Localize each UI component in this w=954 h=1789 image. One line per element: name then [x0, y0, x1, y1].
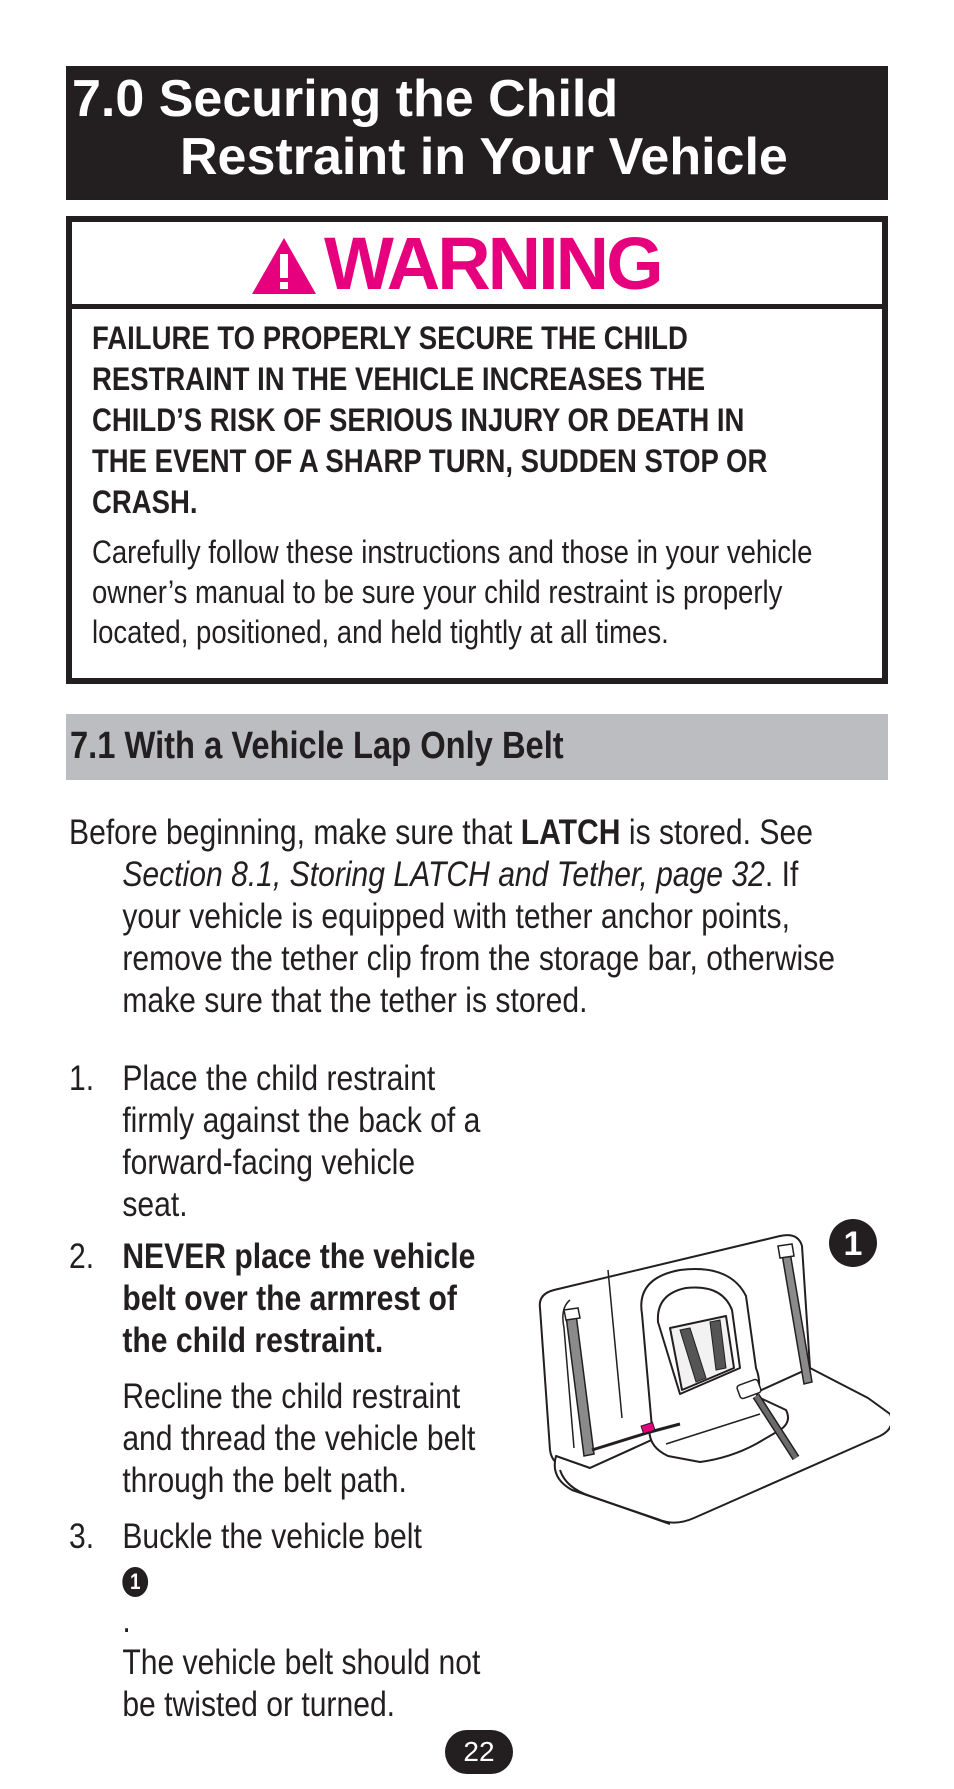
warning-label: WARNING — [324, 222, 661, 305]
callout-number: 1 — [843, 1225, 863, 1263]
step-line: and thread the vehicle belt — [122, 1419, 476, 1458]
step-text — [122, 1058, 480, 1226]
step-line: forward-facing vehicle — [122, 1143, 416, 1182]
step-line: firmly against the back of a — [122, 1101, 481, 1140]
section-heading-band — [66, 714, 888, 780]
step-line-text: . — [122, 1601, 131, 1640]
warning-bold-text — [92, 318, 849, 523]
intro-line: your vehicle is equipped with tether anchor points, — [122, 897, 790, 936]
step-line — [122, 1516, 480, 1642]
step-number: 3. — [69, 1517, 95, 1556]
step-line: The vehicle belt should not — [122, 1643, 481, 1682]
spacer — [122, 1362, 475, 1376]
step-line-text: Buckle the vehicle belt — [122, 1517, 422, 1556]
section-reference: Section 8.1, Storing LATCH and Tether, page 32 — [122, 855, 765, 894]
intro-line — [69, 812, 886, 854]
intro-text: Before beginning, make sure that — [69, 813, 521, 852]
step-text — [122, 1516, 480, 1726]
latch-term: LATCH — [520, 813, 621, 852]
warning-body-text — [92, 532, 849, 652]
warning-bold-line: CRASH. — [92, 484, 198, 520]
section-heading: 7.1 With a Vehicle Lap Only Belt — [70, 725, 564, 767]
step-line: through the belt path. — [122, 1461, 407, 1500]
step-number: 1. — [69, 1059, 95, 1098]
warning-bold-line: CHILD’S RISK OF SERIOUS INJURY OR DEATH IN — [92, 402, 745, 438]
intro-text: is stored. See — [620, 813, 813, 852]
intro-text: . If — [764, 855, 799, 894]
step-line: Place the child restraint — [122, 1059, 436, 1098]
chapter-title-bar — [66, 66, 888, 200]
warning-bold-line: RESTRAINT IN THE VEHICLE INCREASES THE — [92, 361, 706, 397]
intro-paragraph — [69, 812, 886, 1022]
warning-body-line: Carefully follow these instructions and those in your vehicle — [92, 534, 813, 570]
step-warning-line: the child restraint. — [122, 1321, 384, 1360]
warning-box — [66, 216, 888, 684]
chapter-title-line2: Restraint in Your Vehicle — [180, 128, 788, 186]
step-line: Recline the child restraint — [122, 1377, 461, 1416]
warning-bold-line: FAILURE TO PROPERLY SECURE THE CHILD — [92, 320, 688, 356]
chapter-title-line1: 7.0 Securing the Child — [72, 70, 619, 128]
warning-bold-line: THE EVENT OF A SHARP TURN, SUDDEN STOP OR — [92, 443, 768, 479]
page-number: 22 — [445, 1730, 513, 1774]
warning-header — [72, 222, 882, 309]
car-seat-illustration — [530, 1218, 890, 1528]
callout-1-inline-icon: 1 — [122, 1567, 148, 1597]
warning-triangle-icon — [250, 236, 318, 296]
step-line: seat. — [122, 1185, 188, 1224]
intro-line — [69, 854, 886, 896]
step-warning-line: NEVER place the vehicle — [122, 1237, 476, 1276]
step-line: be twisted or turned. — [122, 1685, 396, 1724]
intro-line: make sure that the tether is stored. — [122, 981, 588, 1020]
step-text — [122, 1236, 475, 1502]
warning-body-line: located, positioned, and held tightly at all times. — [92, 614, 669, 650]
intro-line: remove the tether clip from the storage bar, otherwise — [122, 939, 836, 978]
step-number: 2. — [69, 1237, 95, 1276]
warning-body-line: owner’s manual to be sure your child restraint is properly — [92, 574, 783, 610]
step-warning-line: belt over the armrest of — [122, 1279, 457, 1318]
